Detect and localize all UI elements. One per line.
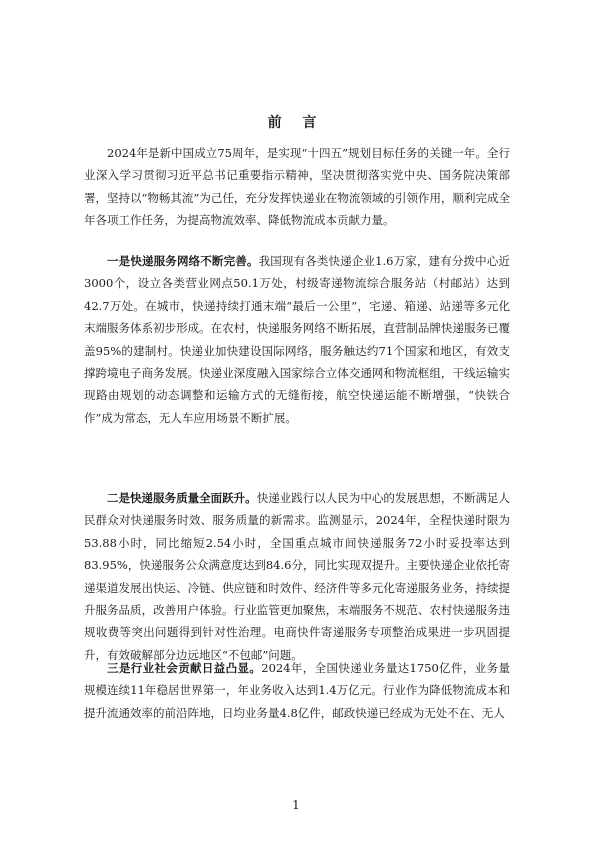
paragraph-quality — [84, 487, 510, 666]
page-number: 1 — [292, 798, 300, 812]
paragraph-network — [84, 250, 510, 429]
paragraph-intro — [84, 142, 510, 232]
paragraph-text: 我国现有各类快递企业1.6万家，建有分拨中心近3000个，设立各类营业网点50.1万处，村级寄递物流综合服务站（村邮站）达到42.7万处。在城市，快递持续打通末端“最后一公里”，宅递、箱递、站递等多元化末端服务体系初步形成。在农村，快递服务网络不断拓展，直营制品牌快递服务已覆盖95%的建制村。快递业加快建设国际网络，服务触达约71个国家和地区，有效支撑跨境电子商务发展。快递业深度融入国家综合立体交通网和物流框组，干线运输实现路由规划的动态调整和运输方式的无缝衔接，航空快递运能不断增强，“快铁合作”成为常态，无人车应用场景不断扩展。 — [84, 254, 511, 425]
paragraph-lead: 二是快递服务质量全面跃升。 — [107, 491, 257, 505]
paragraph-lead: 三是行业社会贡献日益凸显。 — [107, 661, 262, 675]
paragraph-contribution — [84, 657, 510, 724]
paragraph-text: 快递业践行以人民为中心的发展思想，不断满足人民群众对快递服务时效、服务质量的新需求。监测显示，2024年，全程快递时限为53.88小时，同比缩短2.54小时，全国重点城市间快递服务72小时妥投率达到83.95%，快递服务公众满意度达到84.6分，同比实现双提升。主要快递企业依托寄递渠道发展出快运、冷链、供应链和时效件、经济件等多元化寄递服务业务，持续提升服务品质，改善用户体验。行业监管更加聚焦，末端服务不规范、农村快递服务违规收费等突出问题得到针对性治理。电商快件寄递服务专项整治成果进一步巩固提升，有效破解部分边远地区“不包邮”问题。 — [84, 491, 511, 662]
page-title: 前 言 — [267, 115, 325, 131]
paragraph-lead: 一是快递服务网络不断完善。 — [107, 254, 259, 268]
paragraph-text: 2024年是新中国成立75周年，是实现“十四五”规划目标任务的关键一年。全行业深入学习贯彻习近平总书记重要指示精神，坚决贯彻落实党中央、国务院决策部署，坚持以“物畅其流”为己任，充分发挥快递业在物流领域的引领作用，顺利完成全年各项工作任务，为提高物流效率、降低物流成本贡献力量。 — [84, 146, 510, 228]
paragraph-text: 2024年，全国快递业务量达1750亿件，业务量规模连续11年稳居世界第一，年业务收入达到1.4万亿元。行业作为降低物流成本和提升流通效率的前沿阵地，日均业务量4.8亿件，邮政快递已经成为无处不在、无人 — [84, 661, 511, 720]
